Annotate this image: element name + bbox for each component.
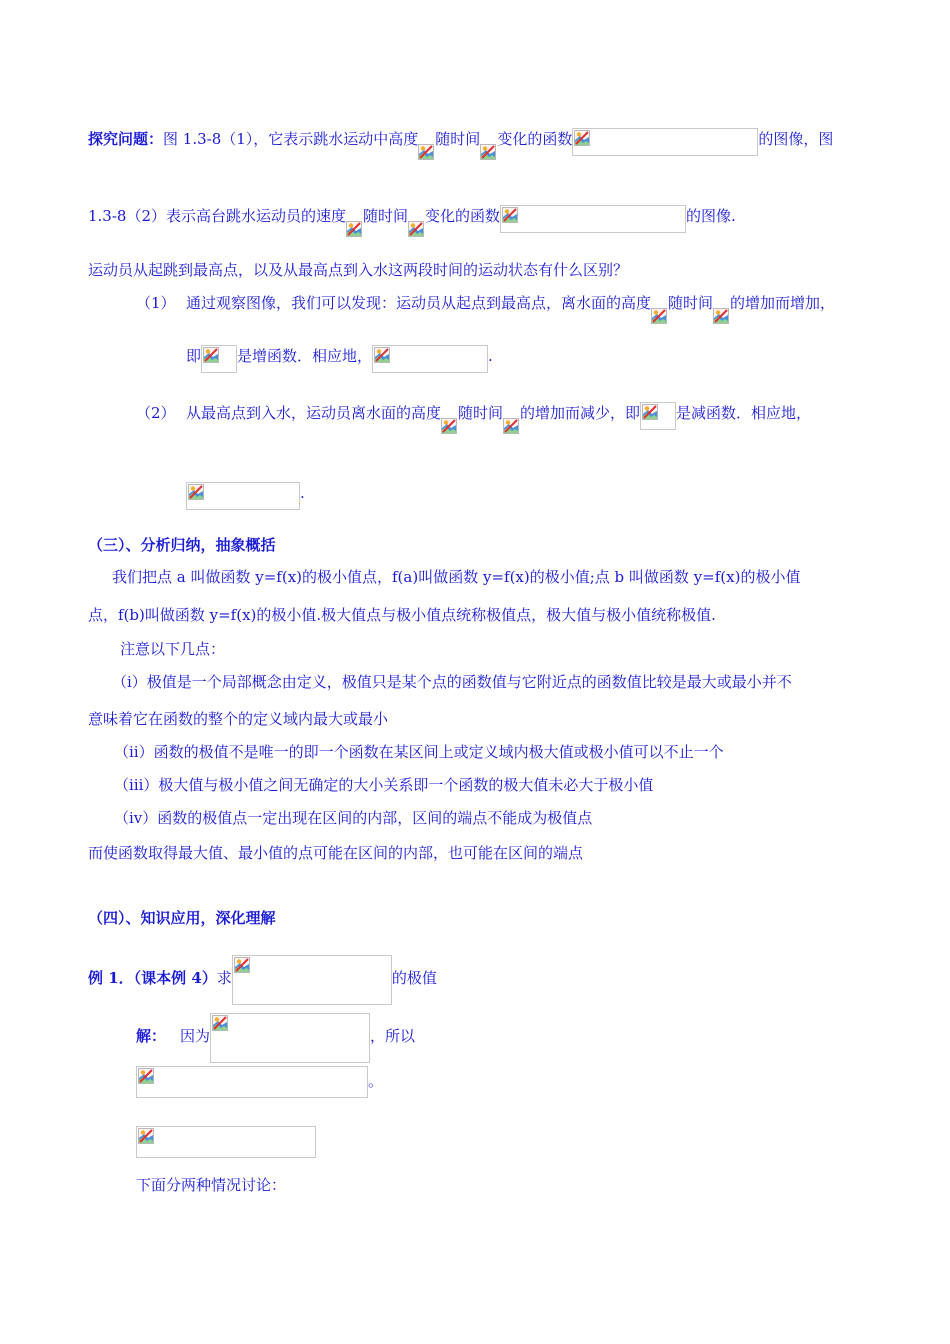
solution-line-2 — [136, 1066, 383, 1098]
broken-image-icon — [188, 484, 204, 500]
formula-image — [136, 1066, 368, 1098]
text: 是减函数．相应地， — [676, 404, 812, 422]
note-4: （ⅳ）函数的极值点一定出现在区间的内部，区间的端点不能成为极值点 — [114, 809, 593, 827]
note-5: 而使函数取得最大值、最小值的点可能在区间的内部，也可能在区间的端点 — [88, 844, 584, 862]
broken-image-icon — [374, 347, 390, 363]
paragraph-explore — [88, 128, 833, 162]
text: 图 1.3-8（1），它表示跳水运动中高度 — [163, 130, 419, 148]
text: 的图像. — [686, 207, 736, 225]
definition-line-1: 我们把点 a 叫做函数 y=f(x)的极小值点，f(a)叫做函数 y=f(x)的极小值;点 b 叫做函数 y=f(x)的极小值 — [112, 568, 801, 586]
text: . — [488, 347, 493, 365]
text: 的增加而减少，即 — [520, 404, 641, 422]
formula-image — [201, 345, 237, 373]
formula-image — [232, 955, 392, 1005]
formula-image — [651, 300, 668, 326]
broken-image-icon — [138, 1068, 154, 1084]
broken-image-icon — [503, 418, 519, 434]
formula-image — [713, 300, 730, 326]
discussion-text: 下面分两种情况讨论： — [136, 1176, 287, 1194]
text: 求 — [216, 969, 232, 987]
text: 1.3-8（2）表示高台跳水运动员的速度 — [88, 207, 347, 225]
solution-line-3 — [136, 1126, 316, 1158]
list-item-1 — [136, 293, 835, 326]
solution-line-1 — [136, 1013, 415, 1063]
text: 通过观察图像，我们可以发现：运动员从起点到最高点，离水面的高度 — [186, 294, 652, 312]
text: 从最高点到入水，运动员离水面的高度 — [186, 404, 442, 422]
item-number: （2） — [136, 404, 176, 422]
text: 随时间 — [435, 130, 481, 148]
broken-image-icon — [234, 957, 250, 973]
list-item-2 — [136, 402, 811, 436]
text: 的图像，图 — [758, 130, 834, 148]
text: ，所以 — [370, 1027, 416, 1045]
question-text: 运动员从起跳到最高点，以及从最高点到入水这两段时间的运动状态有什么区别？ — [88, 261, 629, 279]
paragraph-velocity — [88, 205, 736, 239]
formula-image — [640, 402, 676, 430]
text: 变化的函数 — [425, 207, 501, 225]
broken-image-icon — [642, 404, 658, 420]
broken-image-icon — [502, 207, 518, 223]
broken-image-icon — [418, 144, 434, 160]
text: 随时间 — [458, 404, 504, 422]
text: 随时间 — [668, 294, 714, 312]
formula-image — [210, 1013, 370, 1063]
formula-image — [503, 410, 520, 436]
text: 即 — [186, 347, 202, 365]
broken-image-icon — [408, 221, 424, 237]
formula-image — [186, 482, 300, 510]
example-label: 例 1．（课本例 4） — [88, 969, 217, 987]
text: 随时间 — [363, 207, 409, 225]
broken-image-icon — [212, 1015, 228, 1031]
broken-image-icon — [203, 347, 219, 363]
broken-image-icon — [713, 308, 729, 324]
formula-image — [372, 345, 488, 373]
list-item-1-cont — [186, 345, 493, 373]
note-heading: 注意以下几点： — [120, 640, 226, 658]
text: 是增函数．相应地， — [237, 347, 373, 365]
definition-line-2: 点，f(b)叫做函数 y=f(x)的极小值.极大值点与极小值点统称极值点，极大值与极小值统称极值. — [88, 606, 716, 624]
note-1-line-1: （ⅰ）极值是一个局部概念由定义，极值只是某个点的函数值与它附近点的函数值比较是最大或最小并不 — [112, 673, 792, 691]
note-1-line-2: 意味着它在函数的整个的定义域内最大或最小 — [88, 710, 389, 728]
section-heading-4: （四）、知识应用，深化理解 — [88, 909, 276, 927]
broken-image-icon — [346, 221, 362, 237]
text: 因为 — [180, 1027, 211, 1045]
broken-image-icon — [574, 130, 590, 146]
section-heading-3: （三）、分析归纳，抽象概括 — [88, 536, 276, 554]
broken-image-icon — [480, 144, 496, 160]
formula-image — [408, 213, 425, 239]
explore-label: 探究问题： — [88, 130, 164, 148]
broken-image-icon — [651, 308, 667, 324]
text: . — [300, 484, 305, 502]
list-item-2-cont — [186, 482, 305, 510]
solution-label: 解： — [136, 1027, 167, 1045]
formula-image — [441, 410, 458, 436]
note-3: （ⅲ）极大值与极小值之间无确定的大小关系即一个函数的极大值未必大于极小值 — [114, 776, 654, 794]
text: 变化的函数 — [497, 130, 573, 148]
formula-image — [346, 213, 363, 239]
text: 的增加而增加， — [730, 294, 836, 312]
formula-image — [418, 136, 435, 162]
formula-image — [500, 205, 686, 233]
formula-image — [136, 1126, 316, 1158]
formula-image — [572, 128, 758, 156]
text: 的极值 — [391, 969, 437, 987]
example-1 — [88, 955, 437, 1005]
text: 。 — [368, 1072, 384, 1090]
item-number: （1） — [136, 294, 176, 312]
broken-image-icon — [441, 418, 457, 434]
note-2: （ⅱ）函数的极值不是唯一的即一个函数在某区间上或定义域内极大值或极小值可以不止一个 — [114, 743, 724, 761]
formula-image — [480, 136, 497, 162]
broken-image-icon — [138, 1128, 154, 1144]
